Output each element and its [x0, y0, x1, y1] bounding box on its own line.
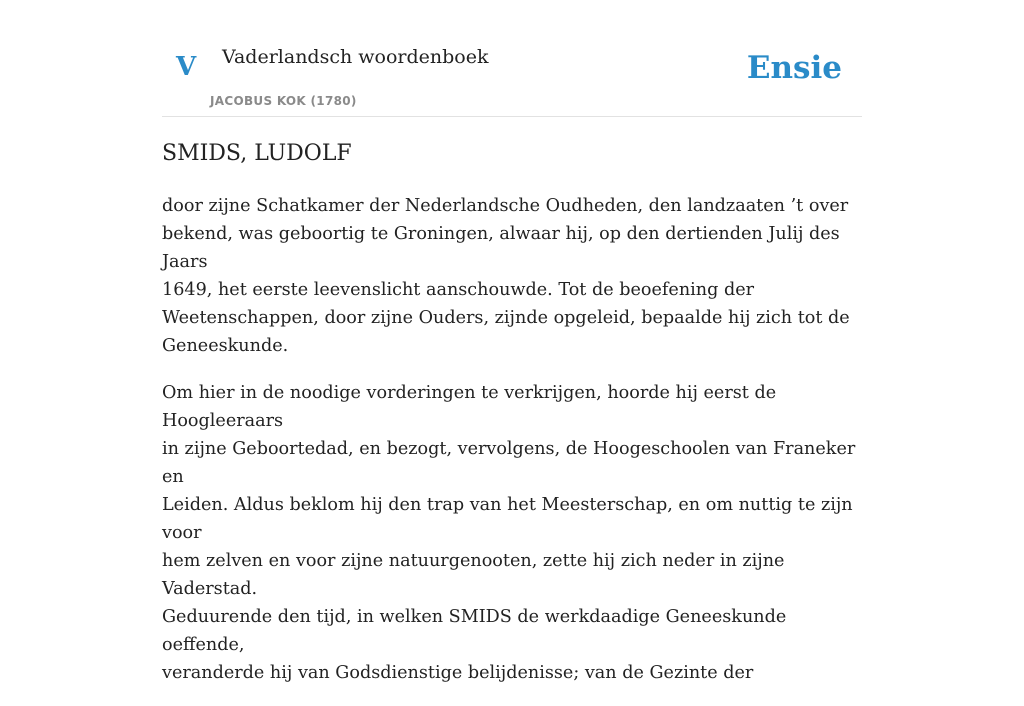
- paragraph-line: bekend, was geboortig te Groningen, alwaar hij, op den dertienden Julij des Jaars: [162, 224, 840, 272]
- entry-paragraph: [162, 192, 862, 360]
- ensie-logo-link[interactable]: Ensie: [746, 50, 842, 86]
- paragraph-line: 1649, het eerste leevenslicht aanschouwde. Tot de beoefening der: [162, 280, 755, 300]
- paragraph-line: Weetenschappen, door zijne Ouders, zijnde opgeleid, bepaalde hij zich tot de: [162, 308, 850, 328]
- entry-paragraph: [162, 379, 862, 687]
- paragraph-line: door zijne Schatkamer der Nederlandsche Oudheden, den landzaaten ’t over: [162, 196, 849, 216]
- paragraph-line: Leiden. Aldus beklom hij den trap van het Meesterschap, en om nuttig te zijn voor: [162, 495, 853, 543]
- paragraph-line: veranderde hij van Godsdienstige belijdenisse; van de Gezinte der: [162, 663, 754, 683]
- paragraph-line: Geneeskunde.: [162, 336, 289, 356]
- paragraph-line: hem zelven en voor zijne natuurgenooten, zette hij zich neder in zijne Vaderstad.: [162, 551, 785, 599]
- book-header: [162, 0, 862, 117]
- entry-title: SMIDS, LUDOLF: [162, 141, 352, 166]
- paragraph-line: Geduurende den tijd, in welken SMIDS de werkdaadige Geneeskunde oeffende,: [162, 607, 787, 655]
- book-author: JACOBUS KOK (1780): [210, 94, 357, 108]
- entry-content: [162, 192, 862, 706]
- book-letter-link[interactable]: V: [176, 52, 197, 82]
- paragraph-line: in zijne Geboortedad, en bezogt, vervolgens, de Hoogeschoolen van Franeker en: [162, 439, 856, 487]
- paragraph-line: Om hier in de noodige vorderingen te verkrijgen, hoorde hij eerst de Hoogleeraars: [162, 383, 777, 431]
- book-title-link[interactable]: Vaderlandsch woordenboek: [222, 46, 489, 68]
